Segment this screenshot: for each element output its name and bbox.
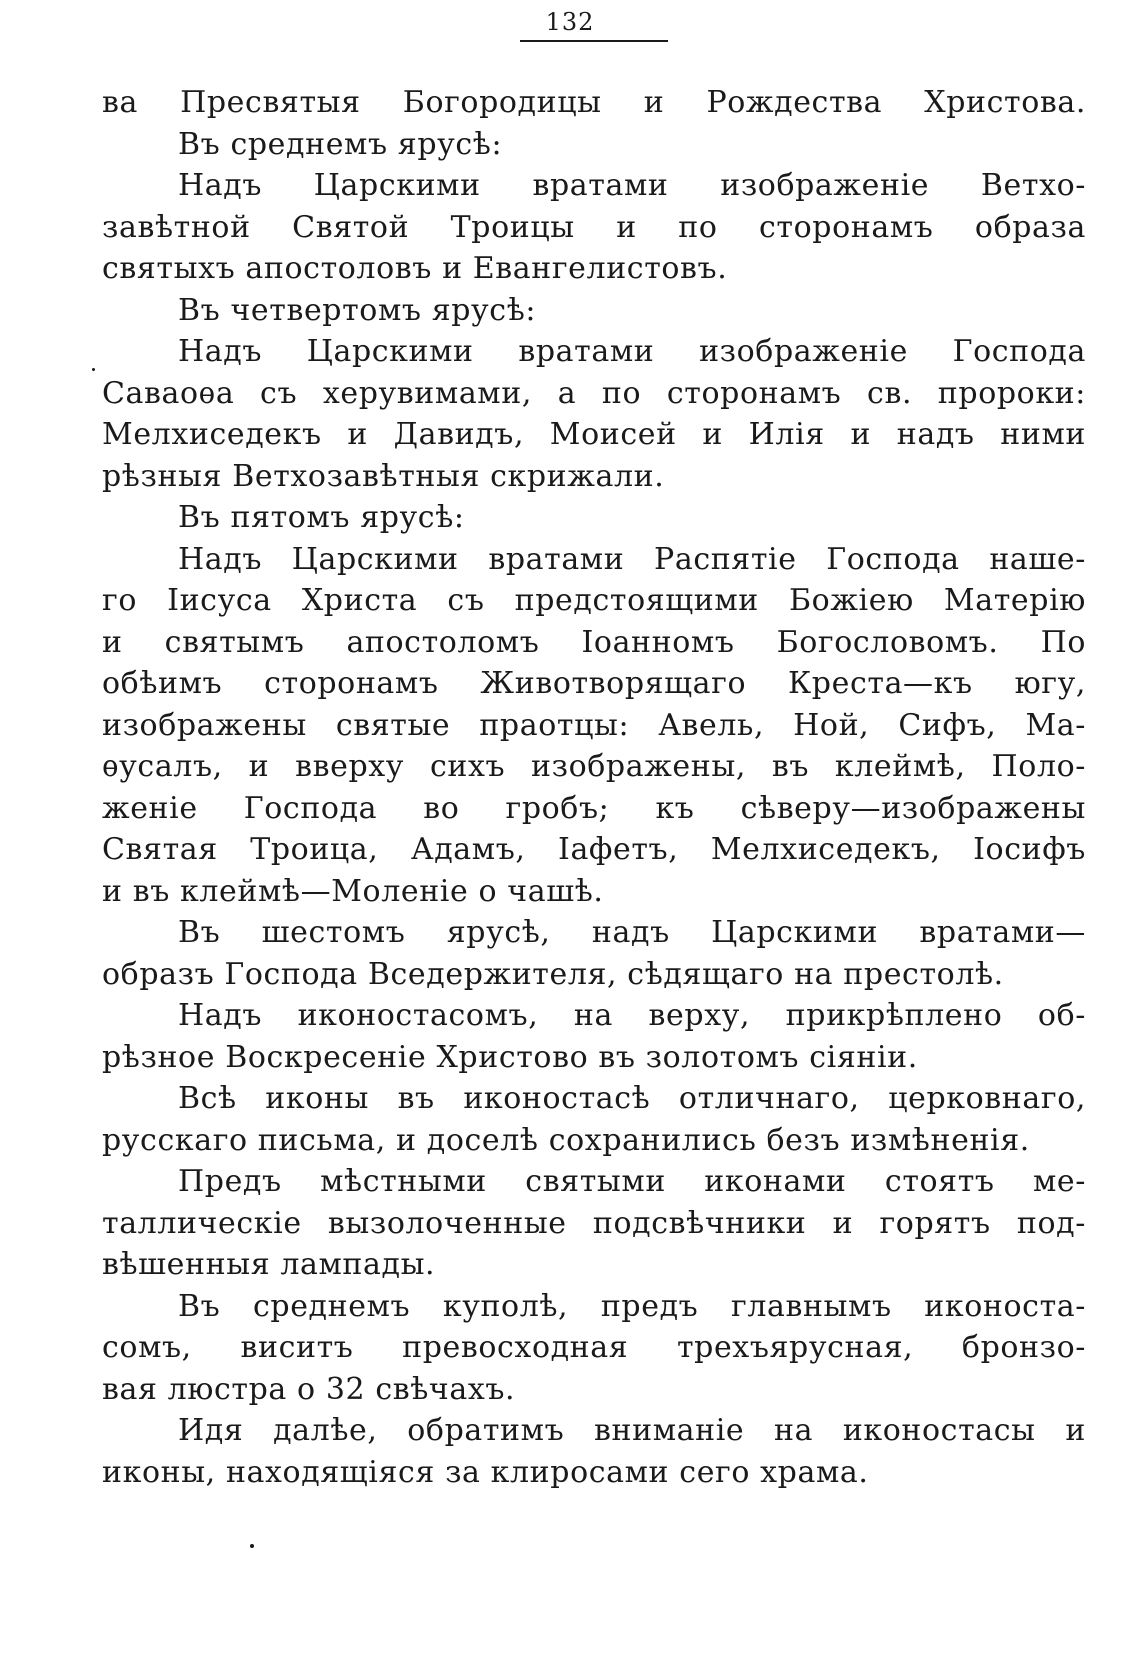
page-number-rule — [520, 40, 668, 42]
text-line: Въ пятомъ ярусѣ: — [178, 500, 465, 535]
text-line: таллическiе вызолоченные подсвѣчники и горятъ под- — [102, 1205, 1086, 1241]
text-line: иконы, находящiяся за клиросами сего храма. — [102, 1454, 869, 1490]
text-line: Саваоѳа съ херувимами, а по сторонамъ св. пророки: — [102, 375, 1086, 411]
text-line: вѣшенныя лампады. — [102, 1247, 436, 1282]
text-line: Надъ Царскими вратами Распятiе Господа наше- — [178, 541, 1086, 577]
page-number: 132 — [545, 8, 595, 36]
text-line: ѳусалъ, и вверху сихъ изображены, въ клеймѣ, Поло- — [102, 749, 1086, 784]
text-line: Идя далѣе, обратимъ вниманiе на иконостасы и — [178, 1413, 1086, 1448]
text-line: Надъ иконостасомъ, на верху, прикрѣплено об- — [178, 998, 1086, 1033]
text-line: изображены святые праотцы: Авель, Ной, Сифъ, Ма- — [102, 707, 1086, 743]
text-line: Въ среднемъ куполѣ, предъ главнымъ иконоста- — [178, 1288, 1086, 1324]
text-line: женiе Господа во гробъ; къ сѣверу—изображены — [102, 790, 1086, 826]
text-line: Надъ Царскими вратами изображенiе Ветхо- — [178, 168, 1086, 203]
text-line: и въ клеймѣ—Моленiе о чашѣ. — [102, 873, 604, 909]
text-line: Святая Троица, Адамъ, Iафетъ, Мелхиседекъ, Iосифъ — [102, 832, 1086, 867]
text-line: святыхъ апостоловъ и Евангелистовъ. — [102, 251, 728, 286]
text-line: обѣимъ сторонамъ Животворящаго Креста—къ югу, — [102, 666, 1086, 701]
text-line: Въ шестомъ ярусѣ, надъ Царскими вратами— — [178, 915, 1086, 950]
text-line: Мелхиседекъ и Давидъ, Моисей и Илiя и надъ ними — [102, 417, 1086, 452]
body-text — [102, 82, 1086, 1493]
text-line: Въ среднемъ ярусѣ: — [178, 126, 503, 162]
text-line: сомъ, виситъ превосходная трехъярусная, бронзо- — [102, 1330, 1086, 1365]
text-line: ва Пресвятыя Богородицы и Рождества Христова. — [102, 85, 1086, 120]
text-line: Надъ Царскими вратами изображенiе Господа — [178, 334, 1086, 369]
text-line: рѣзное Воскресенiе Христово въ золотомъ сiянiи. — [102, 1039, 918, 1075]
text-line: завѣтной Святой Троицы и по сторонамъ образа — [102, 209, 1086, 245]
text-line: рѣзныя Ветхозавѣтныя скрижали. — [102, 458, 665, 494]
text-line: образъ Господа Вседержителя, сѣдящаго на престолѣ. — [102, 956, 1004, 992]
print-speck — [250, 1544, 254, 1548]
text-line: русскаго письма, и доселѣ сохранились безъ измѣненiя. — [102, 1122, 1030, 1158]
text-line: Въ четвертомъ ярусѣ: — [178, 292, 537, 328]
print-speck — [92, 368, 95, 371]
text-line: Всѣ иконы въ иконостасѣ отличнаго, церковнаго, — [178, 1081, 1086, 1116]
text-line: Предъ мѣстными святыми иконами стоятъ ме- — [178, 1164, 1086, 1199]
text-line: и святымъ апостоломъ Iоанномъ Богословомъ. По — [102, 624, 1086, 660]
text-line: вая люстра о 32 свѣчахъ. — [102, 1371, 516, 1407]
text-line: го Iисуса Христа съ предстоящими Божiею Матерiю — [102, 583, 1086, 618]
